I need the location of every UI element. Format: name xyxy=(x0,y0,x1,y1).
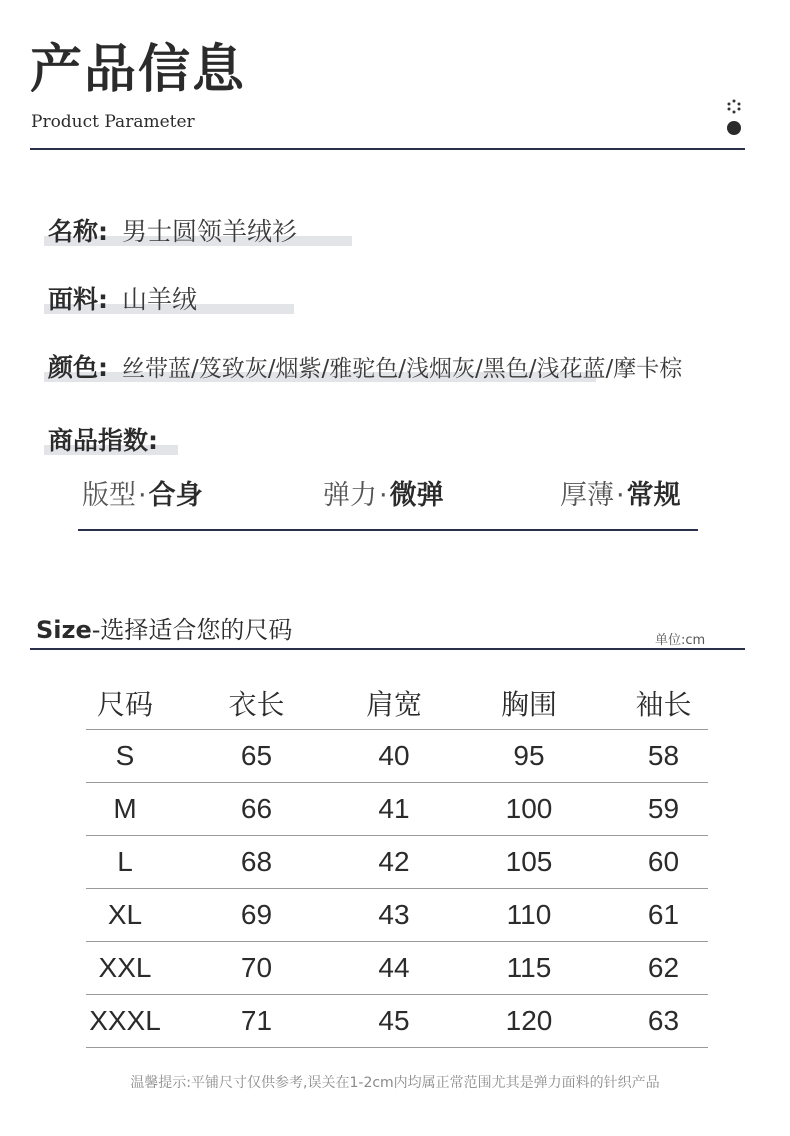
decorative-dots-icon xyxy=(725,98,743,138)
column-header: 胸围 xyxy=(439,676,619,730)
table-cell: 60 xyxy=(619,836,708,889)
index-item-thickness xyxy=(560,476,681,516)
table-row xyxy=(86,942,708,995)
table-cell: 66 xyxy=(164,783,349,836)
index-value: 常规 xyxy=(626,480,681,511)
table-cell: 115 xyxy=(439,942,619,995)
table-cell: 110 xyxy=(439,889,619,942)
index-separator: · xyxy=(138,480,147,511)
size-heading-text: -选择适合您的尺码 xyxy=(91,616,293,644)
index-label: 版型 xyxy=(82,480,136,511)
info-row-fabric xyxy=(48,280,197,320)
table-row xyxy=(86,836,708,889)
table-header-row xyxy=(86,676,708,730)
column-header: 肩宽 xyxy=(349,676,439,730)
size-divider xyxy=(30,648,745,650)
table-cell: 59 xyxy=(619,783,708,836)
table-cell: 100 xyxy=(439,783,619,836)
table-cell: 95 xyxy=(439,730,619,783)
size-note: 温馨提示:平铺尺寸仅供参考,误关在1-2cm内均属正常范围尤其是弹力面料的针织产品 xyxy=(130,1075,660,1091)
index-value: 微弹 xyxy=(389,480,444,511)
table-cell: XXXL xyxy=(86,995,164,1048)
size-heading-bold: Size xyxy=(36,616,92,644)
table-cell: 61 xyxy=(619,889,708,942)
table-row xyxy=(86,783,708,836)
table-cell: 68 xyxy=(164,836,349,889)
table-cell: 71 xyxy=(164,995,349,1048)
unit-label: 单位:cm xyxy=(655,633,706,648)
table-cell: XXL xyxy=(86,942,164,995)
table-row xyxy=(86,889,708,942)
table-cell: 69 xyxy=(164,889,349,942)
table-cell: 105 xyxy=(439,836,619,889)
index-separator: · xyxy=(379,480,388,511)
column-header: 衣长 xyxy=(164,676,349,730)
table-row xyxy=(86,995,708,1048)
index-separator: · xyxy=(616,480,625,511)
table-cell: 42 xyxy=(349,836,439,889)
index-label: 弹力 xyxy=(323,480,377,511)
table-row xyxy=(86,730,708,783)
info-row-index xyxy=(48,421,158,461)
table-cell: 45 xyxy=(349,995,439,1048)
index-item-fit xyxy=(82,476,203,516)
info-label: 商品指数: xyxy=(48,426,158,455)
info-value: 丝带蓝/笈致灰/烟紫/雅驼色/浅烟灰/黑色/浅花蓝/摩卡棕 xyxy=(122,356,683,382)
size-table xyxy=(86,676,708,1048)
page-subtitle: Product Parameter xyxy=(31,112,195,132)
table-cell: M xyxy=(86,783,164,836)
index-item-elasticity xyxy=(323,476,444,516)
table-cell: XL xyxy=(86,889,164,942)
info-value: 山羊绒 xyxy=(122,285,198,314)
table-cell: 44 xyxy=(349,942,439,995)
table-cell: 40 xyxy=(349,730,439,783)
table-cell: 70 xyxy=(164,942,349,995)
info-label: 名称: xyxy=(48,217,108,246)
table-cell: 41 xyxy=(349,783,439,836)
table-cell: L xyxy=(86,836,164,889)
index-divider xyxy=(78,529,698,531)
table-cell: 63 xyxy=(619,995,708,1048)
info-row-name xyxy=(48,212,297,252)
table-cell: 62 xyxy=(619,942,708,995)
table-cell: 43 xyxy=(349,889,439,942)
table-cell: 120 xyxy=(439,995,619,1048)
table-cell: S xyxy=(86,730,164,783)
index-value: 合身 xyxy=(148,480,203,511)
header-divider xyxy=(30,148,745,150)
table-cell: 58 xyxy=(619,730,708,783)
info-row-color xyxy=(48,348,682,388)
table-cell: 65 xyxy=(164,730,349,783)
column-header: 袖长 xyxy=(619,676,708,730)
info-value: 男士圆领羊绒衫 xyxy=(122,217,298,246)
size-heading xyxy=(36,612,292,648)
page-title: 产品信息 xyxy=(30,40,247,100)
column-header: 尺码 xyxy=(86,676,164,730)
info-label: 面料: xyxy=(48,285,108,314)
info-label: 颜色: xyxy=(48,353,108,382)
index-label: 厚薄 xyxy=(560,480,614,511)
